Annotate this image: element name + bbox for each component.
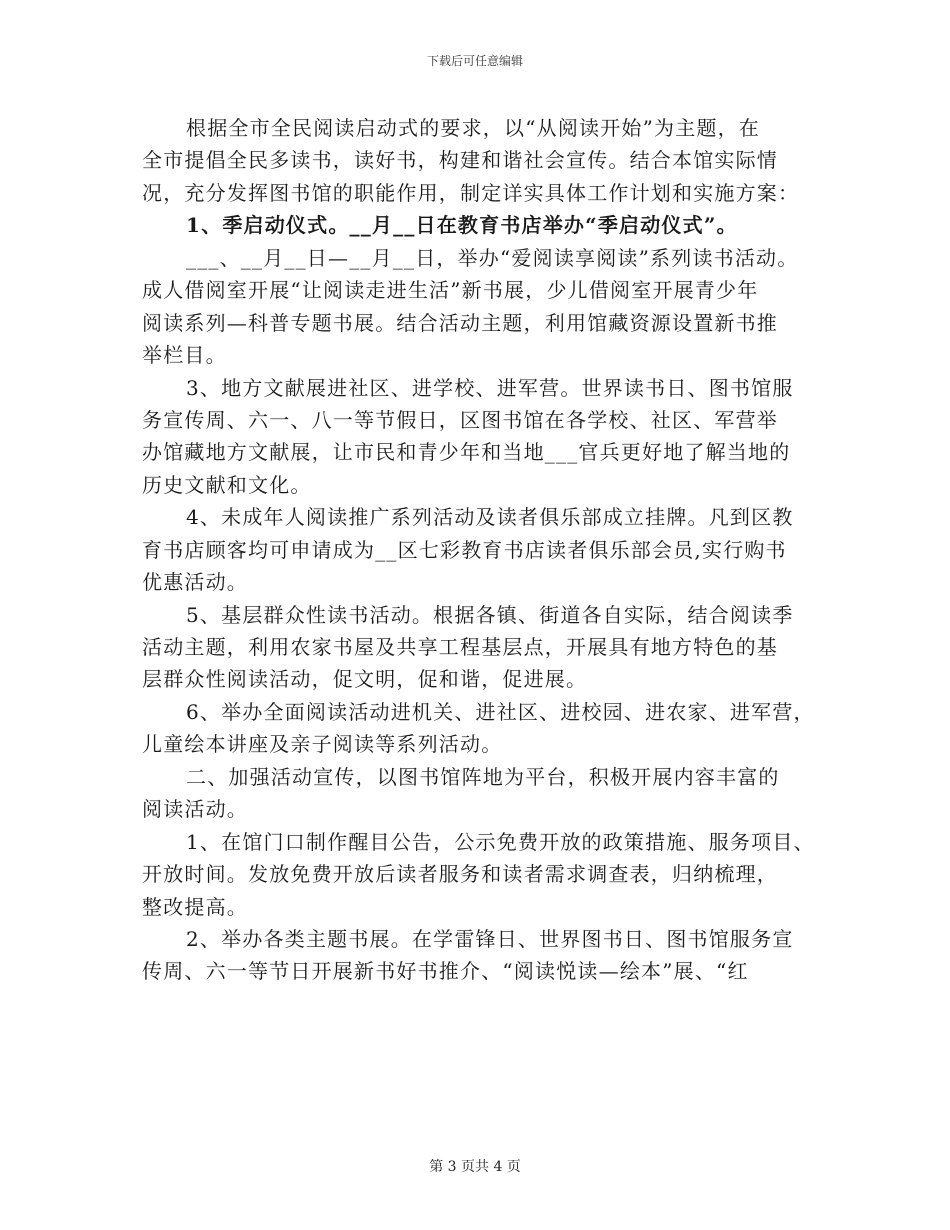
paragraph: [142, 599, 812, 696]
text-line: 二、加强活动宣传，以图书馆阵地为平台，积极开展内容丰富的: [186, 764, 780, 789]
text-line: 3、地方文献展进社区、进学校、进军营。世界读书日、图书馆服: [186, 375, 794, 400]
text-line: 活动主题，利用农家书屋及共享工程基层点，开展具有地方特色的基: [142, 635, 778, 659]
document-body: [142, 112, 815, 988]
paragraph: [142, 372, 812, 502]
text-line: 儿童绘本讲座及亲子阅读等系列活动。: [142, 732, 503, 757]
text-line: 阅读系列—科普专题书展。结合活动主题，利用馆藏资源设置新书推: [142, 310, 778, 335]
text-line: 根据全市全民阅读启动式的要求，以“从阅读开始”为主题，在: [186, 116, 761, 140]
text-line: 举栏目。: [142, 343, 227, 368]
paragraph: [142, 761, 812, 826]
text-line: 全市提倡全民多读书，读好书，构建和谐社会宣传。结合本馆实际情: [142, 148, 778, 173]
text-line: 办馆藏地方文献展，让市民和青少年和当地___官兵更好地了解当地的: [142, 440, 791, 465]
text-line: 阅读活动。: [142, 797, 248, 822]
text-line: 6、举办全面阅读活动进机关、进社区、进校园、进农家、进军营，: [186, 699, 815, 724]
text-line: 优惠活动。: [142, 570, 248, 595]
paragraph: [142, 501, 812, 598]
text-line: 成人借阅室开展“让阅读走进生活”新书展，少儿借阅室开展青少年: [142, 278, 759, 303]
text-line: 2、举办各类主题书展。在学雷锋日、世界图书日、图书馆服务宣: [186, 926, 794, 951]
text-line: 1、季启动仪式。__月__日在教育书店举办“季启动仪式”。: [186, 213, 738, 238]
text-line: 开放时间。发放免费开放后读者服务和读者需求调查表，归纳梳理，: [142, 862, 778, 887]
text-line: 5、基层群众性读书活动。根据各镇、街道各自实际，结合阅读季: [186, 602, 794, 627]
text-line: 历史文献和文化。: [142, 472, 312, 497]
text-line: 务宣传周、六一、八一等节假日，区图书馆在各学校、社区、军营举: [142, 407, 778, 432]
paragraph: [142, 923, 812, 988]
text-line: 传周、六一等节日开展新书好书推介、“阅读悦读—绘本”展、“红: [142, 959, 749, 984]
text-line: 整改提高。: [142, 894, 248, 919]
text-line: 况，充分发挥图书馆的职能作用，制定详实具体工作计划和实施方案：: [142, 180, 800, 205]
paragraph: [142, 696, 815, 761]
text-line: ___、__月__日—__月__日，举办“爱阅读享阅读”系列读书活动。: [186, 245, 799, 270]
text-line: 育书店顾客均可申请成为__区七彩教育书店读者俱乐部会员,实行购书: [142, 537, 787, 562]
paragraph: [142, 209, 812, 241]
text-line: 4、未成年人阅读推广系列活动及读者俱乐部成立挂牌。凡到区教: [186, 505, 794, 530]
page-footer: 第 3 页共 4 页: [429, 1159, 521, 1175]
paragraph: [142, 242, 812, 372]
paragraph: [142, 826, 815, 923]
paragraph: [142, 112, 812, 209]
text-line: 1、在馆门口制作醒目公告，公示免费开放的政策措施、服务项目、: [186, 829, 815, 854]
text-line: 层群众性阅读活动，促文明，促和谐，促进展。: [142, 667, 588, 692]
page-header: 下载后可任意编辑: [426, 54, 523, 68]
